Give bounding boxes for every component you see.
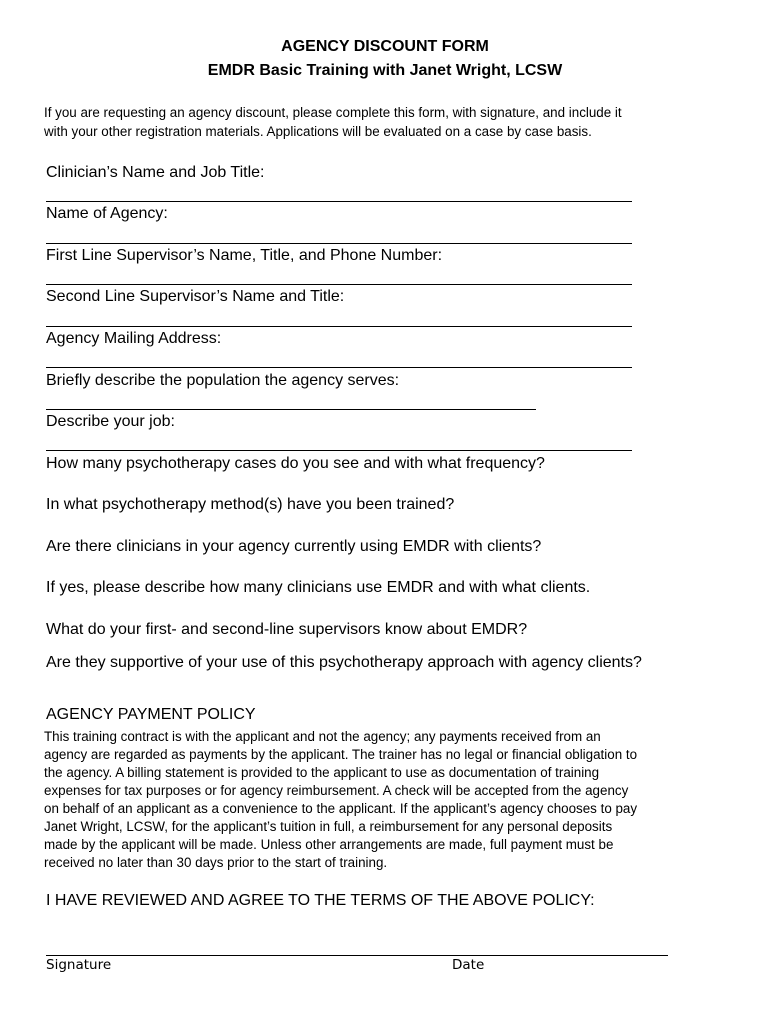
answer-line-first-supervisor[interactable] bbox=[46, 284, 632, 285]
policy-line: agency are regarded as payments by the applicant. The trainer has no legal or financial obligation to bbox=[44, 747, 638, 762]
policy-heading: AGENCY PAYMENT POLICY bbox=[46, 706, 256, 723]
form-subtitle: EMDR Basic Training with Janet Wright, LCSW bbox=[207, 62, 563, 79]
policy-line: Janet Wright, LCSW, for the applicant’s tuition in full, a reimbursement for any personal deposits bbox=[44, 819, 613, 834]
question-first-supervisor: First Line Supervisor’s Name, Title, and Phone Number: bbox=[46, 247, 443, 264]
question-methods-trained: In what psychotherapy method(s) have you been trained? bbox=[46, 496, 455, 513]
policy-line: on behalf of an applicant as a convenience to the applicant. If the applicant’s agency chooses to pay bbox=[44, 801, 638, 816]
policy-line: the agency. A billing statement is provided to the applicant to use as documentation of training bbox=[44, 765, 600, 780]
answer-line-population[interactable] bbox=[46, 409, 536, 410]
question-second-supervisor: Second Line Supervisor’s Name and Title: bbox=[46, 288, 345, 305]
policy-line: received no later than 30 days prior to the start of training. bbox=[44, 855, 388, 870]
intro-line-2: with your other registration materials. Applications will be evaluated on a case by case basis. bbox=[44, 124, 592, 139]
answer-line-job-description[interactable] bbox=[46, 450, 632, 451]
answer-line-mailing-address[interactable] bbox=[46, 367, 632, 368]
question-emdr-clinicians: Are there clinicians in your agency currently using EMDR with clients? bbox=[46, 538, 542, 555]
policy-line: expenses for tax purposes or for agency reimbursement. A check will be accepted from the agency bbox=[44, 783, 629, 798]
agreement-statement: I HAVE REVIEWED AND AGREE TO THE TERMS OF THE ABOVE POLICY: bbox=[46, 892, 595, 909]
signature-label: Signature bbox=[46, 957, 112, 973]
intro-line-1: If you are requesting an agency discount, please complete this form, with signature, and include it bbox=[44, 105, 622, 120]
policy-text bbox=[44, 728, 734, 872]
answer-line-clinician-name[interactable] bbox=[46, 201, 632, 202]
question-population: Briefly describe the population the agency serves: bbox=[46, 372, 400, 389]
question-emdr-clinicians-detail: If yes, please describe how many clinicians use EMDR and with what clients. bbox=[46, 579, 591, 596]
signature-line[interactable] bbox=[46, 955, 668, 956]
question-clinician-name: Clinician’s Name and Job Title: bbox=[46, 164, 265, 181]
answer-line-second-supervisor[interactable] bbox=[46, 326, 632, 327]
question-supervisors-knowledge: What do your first- and second-line supervisors know about EMDR? bbox=[46, 621, 528, 638]
question-mailing-address: Agency Mailing Address: bbox=[46, 330, 222, 347]
question-case-frequency: How many psychotherapy cases do you see and with what frequency? bbox=[46, 455, 545, 472]
question-supervisors-support: Are they supportive of your use of this psychotherapy approach with agency clients? bbox=[46, 654, 642, 671]
policy-line: This training contract is with the applicant and not the agency; any payments received from an bbox=[44, 729, 601, 744]
answer-line-agency-name[interactable] bbox=[46, 243, 632, 244]
question-agency-name: Name of Agency: bbox=[46, 205, 168, 222]
date-label: Date bbox=[452, 957, 485, 973]
policy-line: made by the applicant will be made. Unless other arrangements are made, full payment must be bbox=[44, 837, 614, 852]
question-job-description: Describe your job: bbox=[46, 413, 175, 430]
form-title: AGENCY DISCOUNT FORM bbox=[281, 38, 489, 55]
